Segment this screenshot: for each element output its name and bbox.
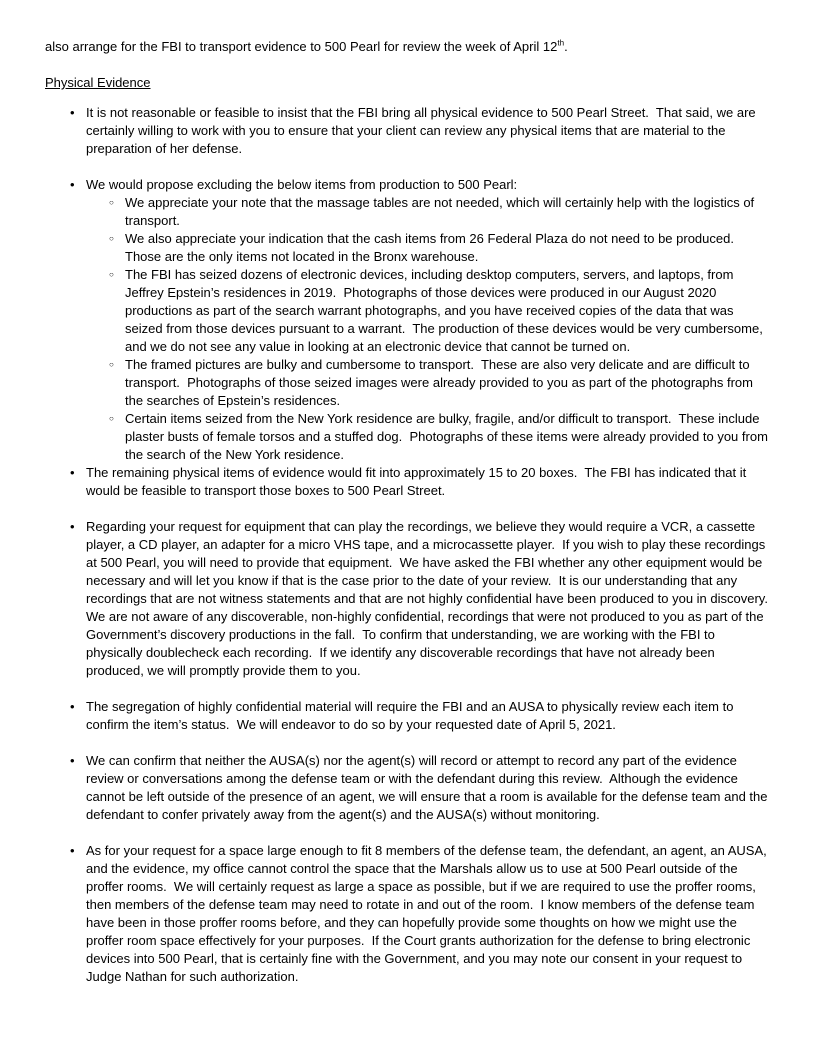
list-item — [45, 518, 776, 680]
bullet-list — [45, 104, 776, 986]
ordinal-superscript: th — [557, 38, 565, 48]
list-item — [45, 842, 771, 986]
sub-list-item — [86, 356, 771, 410]
list-item — [45, 698, 771, 734]
list-item-text: As for your request for a space large enough to fit 8 members of the defense team, the defendant, an agent, an AUSA, and the evidence, my office cannot control the space that the Marshals allow us to use at 500 Pearl outside of the proffer rooms. We will certainly request as large a space as possible, but if we are required to use the proffer rooms, then members of the defense team may need to rotate in and out of the room. I know members of the defense team have been in those proffer rooms before, and they can hopefully provide some thoughts on how we might use the proffer room space effectively for your purposes. If the Court grants authorization for the defense to bring electronic devices into 500 Pearl, that is certainly fine with the Government, and you may note our consent in your request to Judge Nathan for such authorization. — [86, 843, 771, 984]
sub-list-item — [86, 194, 771, 230]
list-item — [45, 176, 771, 464]
list-item-text: It is not reasonable or feasible to insist that the FBI bring all physical evidence to 500 Pearl Street. That said, we are certainly willing to work with you to ensure that your client can review any physical items that are material to the preparation of her defense. — [86, 105, 760, 156]
sub-list-item-text: The FBI has seized dozens of electronic devices, including desktop computers, servers, and laptops, from Jeffrey Epstein’s residences in 2019. Photographs of those devices were produced in our August 2020 productions as part of the search warrant photographs, and you have received copies of the data that was seized from those devices pursuant to a warrant. The production of these devices would be very cumbersome, and we do not see any value in looking at an electronic device that cannot be turned on. — [125, 267, 767, 354]
list-item — [45, 464, 771, 500]
list-item-text: The remaining physical items of evidence would fit into approximately 15 to 20 boxes. The FBI has indicated that it would be feasible to transport those boxes to 500 Pearl Street. — [86, 465, 750, 498]
sub-list-item — [86, 230, 771, 266]
sub-bullet-list — [86, 194, 771, 464]
sub-list-item-text: We appreciate your note that the massage tables are not needed, which will certainly help with the logistics of transport. — [125, 195, 758, 228]
list-item — [45, 104, 771, 158]
list-item-text: Regarding your request for equipment that can play the recordings, we believe they would require a VCR, a cassette player, a CD player, an adapter for a micro VHS tape, and a microcassette player. If you wish to play these recordings at 500 Pearl, you will need to provide that equipment. We have asked the FBI whether any other equipment would be necessary and will let you know if that is the case prior to the date of your review. It is our understanding that any recordings that are not witness statements and that are not highly confidential have been produced to you in discovery. We are not aware of any discoverable, non-highly confidential, recordings that were not produced to you as part of the Government’s discovery productions in the fall. To confirm that understanding, we are working with the FBI to physically doublecheck each recording. If we identify any discoverable recordings that have not already been produced, we will promptly provide them to you. — [86, 519, 776, 678]
section-heading: Physical Evidence — [45, 75, 151, 90]
intro-text: also arrange for the FBI to transport evidence to 500 Pearl for review the week of April 12 — [45, 39, 558, 54]
sub-list-item-text: We also appreciate your indication that the cash items from 26 Federal Plaza do not need to be produced. Those are the only items not located in the Bronx warehouse. — [125, 231, 741, 264]
sub-list-item — [86, 266, 771, 356]
list-item-text: The segregation of highly confidential material will require the FBI and an AUSA to physically review each item to confirm the item’s status. We will endeavor to do so by your requested date of April 5, 2021. — [86, 699, 738, 732]
list-item-text: We can confirm that neither the AUSA(s) nor the agent(s) will record or attempt to record any part of the evidence review or conversations among the defense team or with the defendant during this review. Although the evidence cannot be left outside of the presence of an agent, we will ensure that a room is available for the defense team and the defendant to confer privately away from the agent(s) and the AUSA(s) without monitoring. — [86, 753, 772, 822]
list-item — [45, 752, 771, 824]
intro-paragraph — [45, 38, 771, 56]
sub-list-item — [86, 410, 771, 464]
sub-list-item-text: Certain items seized from the New York residence are bulky, fragile, and/or difficult to transport. These include plaster busts of female torsos and a stuffed dog. Photographs of these items were already provided to you from the search of the New York residence. — [125, 411, 772, 462]
list-item-text: We would propose excluding the below items from production to 500 Pearl: — [86, 177, 518, 192]
sub-list-item-text: The framed pictures are bulky and cumbersome to transport. These are also very delicate and are difficult to transport. Photographs of those seized images were already provided to you as part of the photographs from the searches of Epstein’s residences. — [125, 357, 757, 408]
intro-period: . — [564, 39, 568, 54]
